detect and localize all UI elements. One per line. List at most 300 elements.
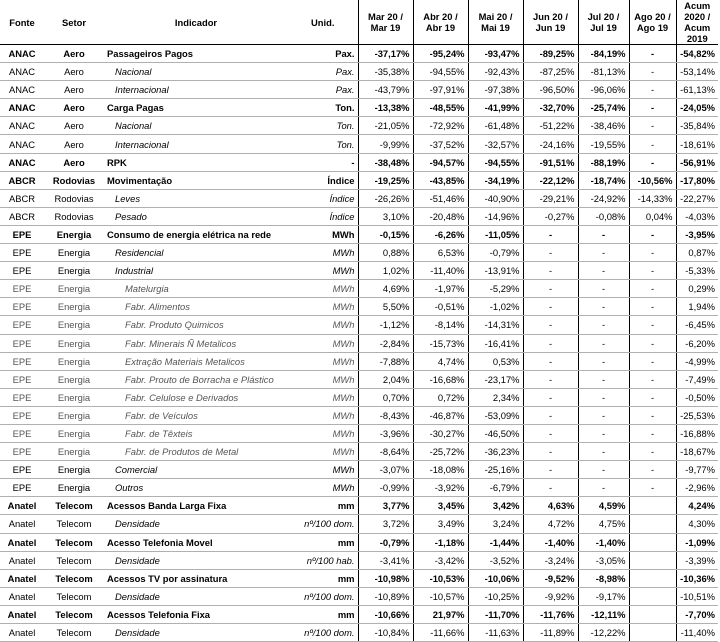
cell-value: -9,92%: [523, 587, 578, 605]
cell-value: -: [629, 244, 676, 262]
cell-setor: Rodovias: [44, 207, 104, 225]
cell-indicador: [104, 461, 288, 479]
cell-value: -92,43%: [468, 63, 523, 81]
cell-indicador-text: Densidade: [115, 518, 160, 530]
cell-value: -0,15%: [358, 225, 413, 243]
cell-value: -19,25%: [358, 171, 413, 189]
cell-value: -: [629, 280, 676, 298]
cell-fonte: EPE: [0, 316, 44, 334]
cell-acumulado: -4,99%: [676, 352, 718, 370]
cell-value: -25,74%: [578, 99, 629, 117]
cell-value: -14,33%: [629, 189, 676, 207]
cell-value: -10,56%: [629, 171, 676, 189]
cell-setor: Telecom: [44, 497, 104, 515]
cell-unid: mm: [288, 605, 358, 623]
cell-unid: nº/100 dom.: [288, 587, 358, 605]
cell-value: -23,17%: [468, 370, 523, 388]
cell-value: -97,91%: [413, 81, 468, 99]
cell-value: -: [629, 443, 676, 461]
cell-value: -: [523, 225, 578, 243]
cell-fonte: ANAC: [0, 45, 44, 63]
cell-acumulado: -7,70%: [676, 605, 718, 623]
cell-value: -11,89%: [523, 624, 578, 642]
cell-setor: Energia: [44, 262, 104, 280]
cell-fonte: ABCR: [0, 207, 44, 225]
cell-value: -3,41%: [358, 551, 413, 569]
cell-value: 6,53%: [413, 244, 468, 262]
cell-value: -13,91%: [468, 262, 523, 280]
cell-acumulado: 1,94%: [676, 298, 718, 316]
cell-value: -94,57%: [413, 153, 468, 171]
cell-acumulado: -3,95%: [676, 225, 718, 243]
cell-value: -36,23%: [468, 443, 523, 461]
cell-indicador: [104, 334, 288, 352]
cell-fonte: Anatel: [0, 624, 44, 642]
cell-indicador: [104, 81, 288, 99]
cell-acumulado: -35,84%: [676, 117, 718, 135]
cell-value: -: [523, 406, 578, 424]
cell-value: [629, 605, 676, 623]
table-body: [0, 45, 718, 642]
cell-value: -: [523, 461, 578, 479]
table-row: [0, 244, 718, 262]
cell-value: [629, 551, 676, 569]
cell-value: -: [578, 424, 629, 442]
cell-acumulado: -4,03%: [676, 207, 718, 225]
cell-value: -38,48%: [358, 153, 413, 171]
cell-fonte: Anatel: [0, 605, 44, 623]
cell-value: -: [629, 135, 676, 153]
cell-value: [629, 587, 676, 605]
cell-setor: Rodovias: [44, 171, 104, 189]
cell-indicador-text: Consumo de energia elétrica na rede: [107, 228, 272, 240]
cell-value: [629, 515, 676, 533]
cell-value: 3,72%: [358, 515, 413, 533]
cell-value: [629, 569, 676, 587]
cell-value: -37,17%: [358, 45, 413, 63]
cell-value: 0,70%: [358, 388, 413, 406]
cell-value: [629, 624, 676, 642]
cell-value: -19,55%: [578, 135, 629, 153]
cell-unid: nº/100 hab.: [288, 551, 358, 569]
cell-fonte: EPE: [0, 424, 44, 442]
cell-value: -53,09%: [468, 406, 523, 424]
header-col: Mar 20 / Mar 19: [358, 0, 413, 45]
cell-value: -: [523, 244, 578, 262]
cell-unid: MWh: [288, 334, 358, 352]
cell-value: -: [578, 388, 629, 406]
cell-acumulado: -54,82%: [676, 45, 718, 63]
cell-indicador: [104, 298, 288, 316]
cell-value: [629, 533, 676, 551]
cell-acumulado: -6,20%: [676, 334, 718, 352]
cell-value: -: [523, 370, 578, 388]
cell-setor: Aero: [44, 81, 104, 99]
cell-unid: MWh: [288, 244, 358, 262]
cell-value: -: [629, 117, 676, 135]
cell-value: 3,49%: [413, 515, 468, 533]
cell-value: -6,79%: [468, 479, 523, 497]
table-row: [0, 352, 718, 370]
cell-acumulado: 0,29%: [676, 280, 718, 298]
cell-indicador: [104, 605, 288, 623]
cell-fonte: EPE: [0, 352, 44, 370]
cell-fonte: Anatel: [0, 533, 44, 551]
cell-value: -1,40%: [578, 533, 629, 551]
cell-indicador: [104, 569, 288, 587]
cell-value: 4,75%: [578, 515, 629, 533]
cell-setor: Telecom: [44, 533, 104, 551]
cell-value: -11,63%: [468, 624, 523, 642]
cell-indicador-text: Passageiros Pagos: [107, 48, 193, 60]
cell-value: 3,45%: [413, 497, 468, 515]
cell-value: -81,13%: [578, 63, 629, 81]
cell-value: 4,74%: [413, 352, 468, 370]
cell-indicador-text: Movimentação: [107, 174, 173, 186]
cell-value: -10,53%: [413, 569, 468, 587]
cell-acumulado: -2,96%: [676, 479, 718, 497]
cell-value: -: [629, 262, 676, 280]
cell-unid: MWh: [288, 298, 358, 316]
table-row: [0, 406, 718, 424]
cell-indicador-text: Extração Materiais Metalicos: [125, 355, 245, 367]
cell-value: -40,90%: [468, 189, 523, 207]
cell-fonte: ANAC: [0, 99, 44, 117]
cell-acumulado: -16,88%: [676, 424, 718, 442]
cell-value: -3,07%: [358, 461, 413, 479]
cell-value: -: [578, 225, 629, 243]
cell-value: -25,72%: [413, 443, 468, 461]
cell-value: -: [578, 443, 629, 461]
cell-value: -: [578, 352, 629, 370]
cell-fonte: EPE: [0, 461, 44, 479]
table-row: [0, 334, 718, 352]
cell-value: -9,99%: [358, 135, 413, 153]
cell-setor: Telecom: [44, 587, 104, 605]
cell-acumulado: -25,53%: [676, 406, 718, 424]
table-row: [0, 461, 718, 479]
cell-setor: Energia: [44, 406, 104, 424]
cell-value: -: [578, 262, 629, 280]
cell-value: -: [578, 479, 629, 497]
cell-value: -7,88%: [358, 352, 413, 370]
cell-value: 3,10%: [358, 207, 413, 225]
cell-value: -8,43%: [358, 406, 413, 424]
cell-acumulado: -22,27%: [676, 189, 718, 207]
cell-indicador-text: Fabr. Celulose e Derivados: [125, 391, 239, 403]
cell-indicador: [104, 497, 288, 515]
cell-indicador: [104, 515, 288, 533]
cell-value: -: [578, 316, 629, 334]
cell-value: -: [523, 443, 578, 461]
cell-indicador: [104, 551, 288, 569]
cell-setor: Energia: [44, 280, 104, 298]
cell-indicador-text: Outros: [115, 482, 144, 494]
table-row: [0, 497, 718, 515]
header-setor: Setor: [44, 0, 104, 45]
table-row: [0, 587, 718, 605]
cell-value: -96,06%: [578, 81, 629, 99]
cell-value: -: [578, 334, 629, 352]
cell-value: -16,41%: [468, 334, 523, 352]
cell-unid: MWh: [288, 225, 358, 243]
cell-acumulado: -7,49%: [676, 370, 718, 388]
cell-acumulado: -10,36%: [676, 569, 718, 587]
cell-indicador: [104, 280, 288, 298]
header-col: Jun 20 / Jun 19: [523, 0, 578, 45]
cell-value: -84,19%: [578, 45, 629, 63]
cell-indicador-text: Internacional: [115, 138, 169, 150]
cell-indicador: [104, 388, 288, 406]
cell-value: -: [629, 352, 676, 370]
cell-indicador: [104, 479, 288, 497]
cell-value: -41,99%: [468, 99, 523, 117]
cell-value: -9,52%: [523, 569, 578, 587]
cell-indicador-text: Densidade: [115, 627, 160, 639]
cell-value: -0,79%: [468, 244, 523, 262]
table-row: [0, 171, 718, 189]
header-col-acum: Acum 2020 / Acum 2019: [676, 0, 718, 45]
cell-value: -10,98%: [358, 569, 413, 587]
cell-unid: Ton.: [288, 135, 358, 153]
cell-setor: Telecom: [44, 515, 104, 533]
cell-value: -: [629, 99, 676, 117]
cell-indicador-text: Fabr. de Têxteis: [125, 428, 193, 440]
cell-value: -: [523, 352, 578, 370]
cell-value: -34,19%: [468, 171, 523, 189]
cell-fonte: ANAC: [0, 153, 44, 171]
table-row: [0, 443, 718, 461]
cell-indicador-text: Fabr. Produto Quimicos: [125, 319, 224, 331]
cell-value: 1,02%: [358, 262, 413, 280]
cell-fonte: ANAC: [0, 117, 44, 135]
table-row: [0, 370, 718, 388]
cell-indicador: [104, 45, 288, 63]
cell-value: -12,22%: [578, 624, 629, 642]
cell-unid: Índice: [288, 171, 358, 189]
cell-value: -8,98%: [578, 569, 629, 587]
table-row: [0, 479, 718, 497]
cell-setor: Telecom: [44, 569, 104, 587]
table-row: [0, 316, 718, 334]
table-row: [0, 569, 718, 587]
cell-unid: MWh: [288, 479, 358, 497]
cell-value: -24,16%: [523, 135, 578, 153]
cell-value: -95,24%: [413, 45, 468, 63]
cell-setor: Energia: [44, 424, 104, 442]
cell-value: 2,04%: [358, 370, 413, 388]
cell-setor: Energia: [44, 370, 104, 388]
cell-setor: Aero: [44, 135, 104, 153]
cell-fonte: ABCR: [0, 189, 44, 207]
cell-value: -43,85%: [413, 171, 468, 189]
table-row: [0, 298, 718, 316]
cell-fonte: Anatel: [0, 569, 44, 587]
cell-value: -10,06%: [468, 569, 523, 587]
cell-acumulado: -3,39%: [676, 551, 718, 569]
table-row: [0, 81, 718, 99]
table-row: [0, 551, 718, 569]
cell-value: -0,79%: [358, 533, 413, 551]
cell-indicador: [104, 262, 288, 280]
table-row: [0, 189, 718, 207]
cell-value: -10,89%: [358, 587, 413, 605]
cell-indicador-text: Fabr. de Produtos de Metal: [125, 446, 239, 458]
cell-indicador: [104, 63, 288, 81]
cell-indicador: [104, 533, 288, 551]
cell-value: -10,57%: [413, 587, 468, 605]
cell-indicador: [104, 406, 288, 424]
cell-acumulado: -18,61%: [676, 135, 718, 153]
cell-indicador-text: Fabr. Prouto de Borracha e Plástico: [125, 373, 274, 385]
header-unid: Unid.: [288, 0, 358, 45]
cell-value: -72,92%: [413, 117, 468, 135]
cell-unid: nº/100 dom.: [288, 515, 358, 533]
cell-indicador-text: Internacional: [115, 84, 169, 96]
cell-unid: MWh: [288, 443, 358, 461]
cell-acumulado: 0,87%: [676, 244, 718, 262]
table-row: [0, 624, 718, 642]
cell-value: -15,73%: [413, 334, 468, 352]
cell-indicador-text: Fabr. Minerais Ñ Metalicos: [125, 337, 237, 349]
cell-value: -94,55%: [413, 63, 468, 81]
cell-value: -14,31%: [468, 316, 523, 334]
cell-value: -1,40%: [523, 533, 578, 551]
cell-value: -: [523, 316, 578, 334]
cell-value: -18,74%: [578, 171, 629, 189]
cell-unid: Pax.: [288, 45, 358, 63]
cell-value: -1,02%: [468, 298, 523, 316]
cell-value: 2,34%: [468, 388, 523, 406]
cell-value: 3,42%: [468, 497, 523, 515]
cell-indicador-text: RPK: [107, 156, 127, 168]
cell-value: -10,25%: [468, 587, 523, 605]
cell-value: 3,77%: [358, 497, 413, 515]
cell-acumulado: -18,67%: [676, 443, 718, 461]
cell-fonte: Anatel: [0, 497, 44, 515]
cell-fonte: EPE: [0, 443, 44, 461]
cell-setor: Telecom: [44, 605, 104, 623]
cell-acumulado: -11,40%: [676, 624, 718, 642]
cell-value: 4,59%: [578, 497, 629, 515]
cell-indicador: [104, 153, 288, 171]
cell-indicador: [104, 244, 288, 262]
cell-value: -: [523, 262, 578, 280]
cell-value: -38,46%: [578, 117, 629, 135]
table-row: [0, 388, 718, 406]
cell-unid: MWh: [288, 424, 358, 442]
cell-value: -: [578, 406, 629, 424]
cell-value: -21,05%: [358, 117, 413, 135]
cell-value: -91,51%: [523, 153, 578, 171]
cell-value: -1,44%: [468, 533, 523, 551]
cell-value: -3,92%: [413, 479, 468, 497]
cell-indicador: [104, 225, 288, 243]
cell-unid: MWh: [288, 461, 358, 479]
cell-indicador: [104, 135, 288, 153]
cell-value: -0,99%: [358, 479, 413, 497]
cell-indicador: [104, 99, 288, 117]
cell-value: -97,38%: [468, 81, 523, 99]
cell-value: -: [523, 479, 578, 497]
cell-indicador-text: Comercial: [115, 464, 158, 476]
cell-fonte: EPE: [0, 280, 44, 298]
cell-setor: Energia: [44, 225, 104, 243]
cell-setor: Energia: [44, 479, 104, 497]
cell-unid: -: [288, 153, 358, 171]
cell-indicador: [104, 424, 288, 442]
cell-fonte: Anatel: [0, 551, 44, 569]
cell-value: -0,51%: [413, 298, 468, 316]
cell-value: -: [523, 280, 578, 298]
cell-setor: Telecom: [44, 624, 104, 642]
cell-setor: Aero: [44, 63, 104, 81]
cell-fonte: EPE: [0, 225, 44, 243]
cell-acumulado: -10,51%: [676, 587, 718, 605]
table-row: [0, 225, 718, 243]
cell-value: -11,66%: [413, 624, 468, 642]
header-col: Abr 20 / Abr 19: [413, 0, 468, 45]
cell-value: [629, 497, 676, 515]
cell-value: -: [523, 388, 578, 406]
cell-fonte: EPE: [0, 262, 44, 280]
cell-value: -: [629, 63, 676, 81]
cell-fonte: ABCR: [0, 171, 44, 189]
cell-indicador: [104, 352, 288, 370]
cell-indicador: [104, 624, 288, 642]
cell-setor: Aero: [44, 45, 104, 63]
cell-value: 4,69%: [358, 280, 413, 298]
cell-acumulado: -61,13%: [676, 81, 718, 99]
cell-acumulado: -1,09%: [676, 533, 718, 551]
cell-indicador-text: Acessos TV por assinatura: [107, 572, 228, 584]
cell-setor: Energia: [44, 388, 104, 406]
table-row: [0, 63, 718, 81]
cell-value: -94,55%: [468, 153, 523, 171]
cell-acumulado: 4,30%: [676, 515, 718, 533]
cell-value: -: [578, 461, 629, 479]
cell-unid: MWh: [288, 280, 358, 298]
cell-setor: Energia: [44, 443, 104, 461]
cell-value: -26,26%: [358, 189, 413, 207]
cell-value: -11,05%: [468, 225, 523, 243]
table-row: [0, 424, 718, 442]
cell-value: 4,72%: [523, 515, 578, 533]
cell-value: -: [629, 225, 676, 243]
cell-setor: Telecom: [44, 551, 104, 569]
table-row: [0, 280, 718, 298]
cell-value: -51,46%: [413, 189, 468, 207]
cell-indicador-text: Carga Pagas: [107, 102, 164, 114]
table-row: [0, 135, 718, 153]
cell-fonte: Anatel: [0, 587, 44, 605]
cell-value: -2,84%: [358, 334, 413, 352]
cell-value: -1,12%: [358, 316, 413, 334]
cell-indicador-text: Fabr. de Veículos: [125, 409, 198, 421]
cell-value: -: [629, 479, 676, 497]
cell-fonte: ANAC: [0, 81, 44, 99]
cell-acumulado: -53,14%: [676, 63, 718, 81]
cell-value: -48,55%: [413, 99, 468, 117]
cell-value: -: [629, 45, 676, 63]
cell-acumulado: -24,05%: [676, 99, 718, 117]
cell-value: -16,68%: [413, 370, 468, 388]
cell-value: -18,08%: [413, 461, 468, 479]
cell-setor: Energia: [44, 298, 104, 316]
cell-indicador: [104, 171, 288, 189]
cell-value: -8,64%: [358, 443, 413, 461]
cell-unid: MWh: [288, 370, 358, 388]
